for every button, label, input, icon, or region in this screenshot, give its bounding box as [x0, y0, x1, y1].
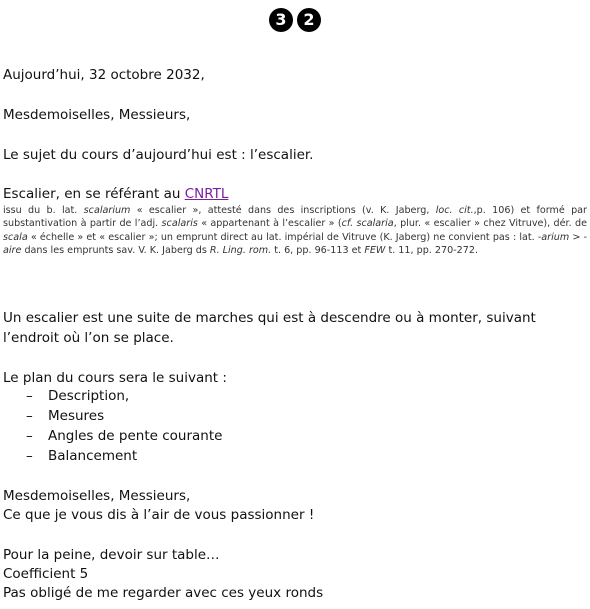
- etym-text-9: t. 6, pp. 96-113 et: [271, 245, 365, 257]
- etym-italic-3: scalaris: [161, 218, 198, 230]
- etym-italic-8: R. Ling. rom.: [209, 245, 272, 257]
- etym-italic-5: scala: [3, 231, 28, 243]
- penalty-line-3: Pas obligé de me regarder avec ces yeux ronds: [3, 585, 324, 601]
- list-bullet: –: [26, 388, 33, 404]
- subject-line: Le sujet du cours d’aujourd’hui est : l’escalier.: [3, 147, 314, 163]
- page-number-badges: [0, 8, 590, 36]
- etym-text-4: « appartenant à l’escalier » (: [197, 218, 342, 230]
- etym-text-6: « échelle » et « escalier »; un emprunt direct au lat. impérial de Vitruve (K. Jaberg) ne convient pas : lat.: [27, 231, 538, 243]
- etym-text-3: ,p. 106) et formé par substantivation à partir de l’adj.: [3, 205, 587, 230]
- plan-item-label: Description,: [48, 388, 130, 404]
- etymology-paragraph: [3, 204, 587, 258]
- etym-text-1: issu du b. lat.: [3, 205, 84, 216]
- penalty-line-1: Pour la peine, devoir sur table…: [3, 547, 220, 563]
- etym-text-5: , plur. « escalier » chez Vitruve), dér. de: [393, 218, 588, 230]
- definition-intro: [3, 185, 228, 203]
- list-item: [26, 406, 222, 426]
- plan-item-label: Balancement: [48, 448, 138, 464]
- list-item: [26, 446, 222, 466]
- etym-text-8: dans les emprunts sav. V. K. Jaberg ds: [21, 245, 210, 257]
- list-bullet: –: [26, 408, 33, 424]
- closing-line: Ce que je vous dis à l’air de vous passionner !: [3, 507, 315, 523]
- list-item: [26, 386, 222, 406]
- list-bullet: –: [26, 448, 33, 464]
- etym-text-2: « escalier », attesté dans des inscriptions (v. K. Jaberg,: [130, 205, 436, 216]
- cnrtl-link[interactable]: CNRTL: [184, 186, 229, 202]
- plan-list: [26, 386, 222, 466]
- definition-intro-text: Escalier, en se référant au: [3, 186, 185, 202]
- badge-digit-1: 3: [269, 8, 293, 32]
- salutation: Mesdemoiselles, Messieurs,: [3, 107, 191, 123]
- list-bullet: –: [26, 428, 33, 444]
- etym-italic-4: cf. scalaria: [341, 218, 394, 230]
- etym-italic-9: FEW: [364, 245, 386, 257]
- etym-italic-1: scalarium: [83, 205, 131, 216]
- description-paragraph: Un escalier est une suite de marches qui est à descendre ou à monter, suivant l’endroit où l’on se place.: [3, 310, 536, 346]
- date-line: Aujourd’hui, 32 octobre 2032,: [3, 67, 205, 83]
- plan-intro: Le plan du cours sera le suivant :: [3, 370, 227, 386]
- etym-text-7: >: [569, 231, 584, 243]
- badge-digit-2: 2: [297, 8, 321, 32]
- closing-salutation: Mesdemoiselles, Messieurs,: [3, 488, 191, 504]
- plan-item-label: Angles de pente courante: [48, 428, 223, 444]
- plan-item-label: Mesures: [48, 408, 105, 424]
- etym-italic-7: -aire: [3, 231, 587, 257]
- list-item: [26, 426, 222, 446]
- etym-italic-6: -arium: [537, 231, 570, 243]
- etym-text-10: t. 11, pp. 270-272.: [385, 245, 479, 257]
- penalty-line-2: Coefficient 5: [3, 566, 89, 582]
- etym-italic-2: loc. cit.: [435, 205, 474, 216]
